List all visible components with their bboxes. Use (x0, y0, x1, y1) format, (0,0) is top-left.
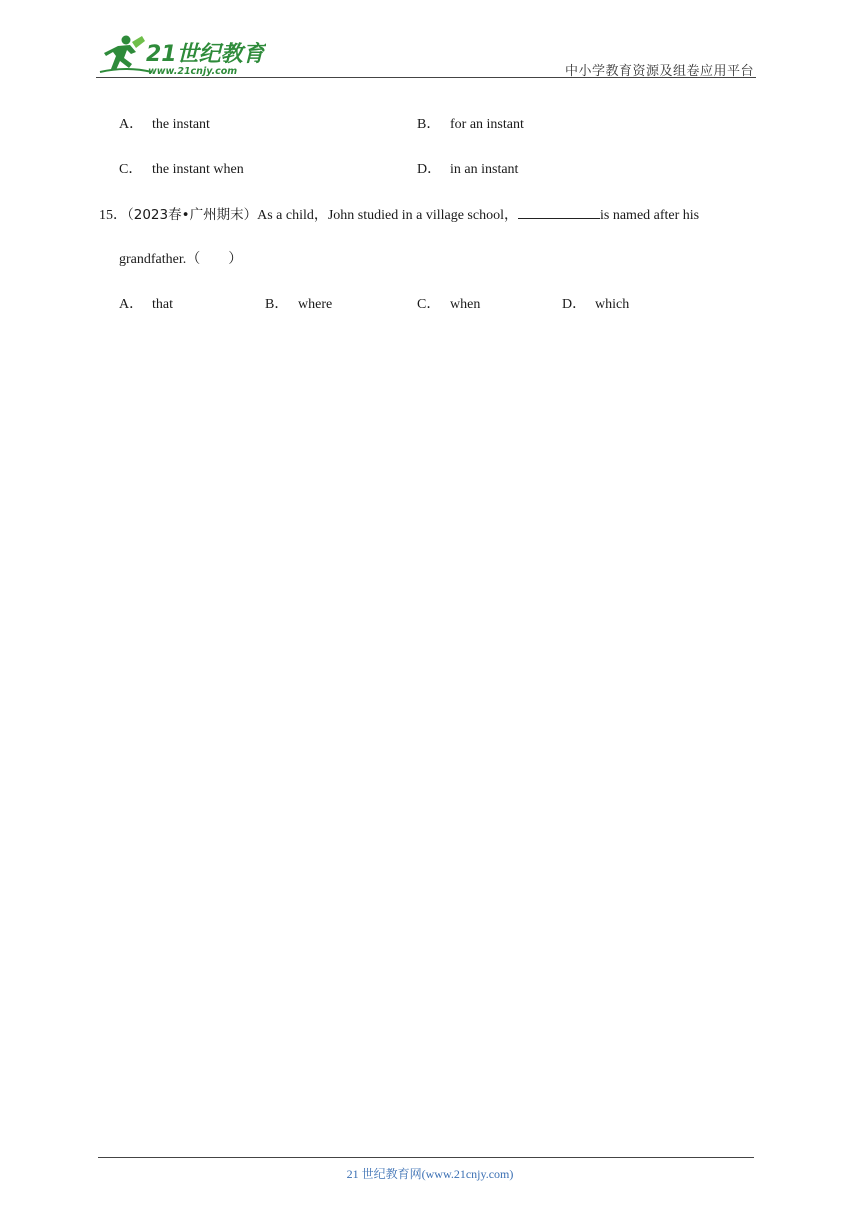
question-15-stem-line2 (119, 248, 242, 268)
option-letter: A． (119, 117, 144, 132)
option-letter: B． (265, 297, 289, 312)
question-stem-part2: is named after his (600, 208, 700, 223)
option-letter: B． (417, 117, 441, 132)
page-header (96, 30, 756, 78)
option-text: which (595, 297, 630, 312)
prev-option-a (119, 113, 210, 133)
option-text: when (450, 297, 481, 312)
option-text: the instant (152, 117, 210, 132)
q15-option-c (417, 293, 480, 313)
question-stem-line2: grandfather.（ ） (119, 252, 243, 267)
question-stem-part1: As a child，John studied in a village school， (257, 208, 518, 223)
option-text: the instant when (152, 162, 244, 177)
answer-blank (518, 206, 600, 219)
prev-option-b (417, 113, 524, 133)
option-text: that (152, 297, 173, 312)
q15-option-b (265, 293, 332, 313)
option-letter: C． (119, 162, 143, 177)
option-letter: D． (417, 162, 442, 177)
logo-wordmark: 21世纪教育 (146, 42, 265, 67)
option-letter: A． (119, 297, 144, 312)
prev-option-c (119, 158, 244, 178)
header-tagline: 中小学教育资源及组卷应用平台 (564, 64, 754, 79)
question-source: （2023春•广州期末） (127, 207, 258, 223)
question-number: 15． (99, 208, 127, 223)
footer-text: 21 世纪教育网(www.21cnjy.com) (346, 1167, 514, 1181)
option-letter: D． (562, 297, 587, 312)
option-text: in an instant (450, 162, 519, 177)
header-divider (96, 77, 756, 78)
q15-option-a (119, 293, 173, 313)
logo-url: www.21cnjy.com (148, 66, 238, 77)
q15-option-d (562, 293, 629, 313)
brand-logo (96, 32, 266, 78)
question-15-stem (99, 203, 699, 224)
option-letter: C． (417, 297, 441, 312)
option-text: where (298, 297, 333, 312)
prev-option-d (417, 158, 518, 178)
option-text: for an instant (450, 117, 524, 132)
footer-divider (98, 1157, 754, 1158)
